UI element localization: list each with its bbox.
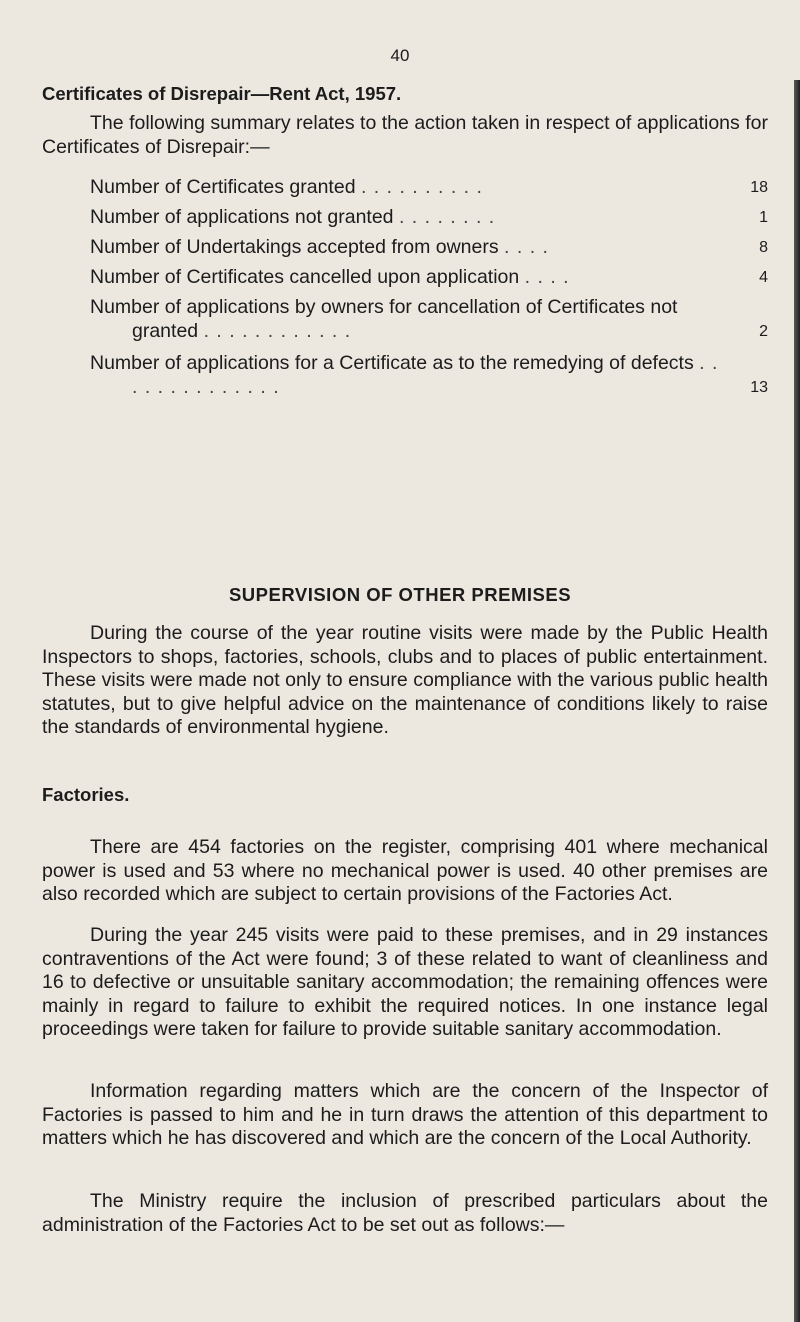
leader-dots: . . . . (504, 236, 549, 258)
list-item-certificates-granted (90, 176, 768, 200)
list-item-undertakings-accepted (90, 236, 768, 260)
list-item-label: Number of Undertakings accepted from owners (90, 236, 499, 258)
leader-dots: . . . . . . . . . . . . (203, 319, 352, 342)
leader-dots: . . . . . . . . . . (360, 176, 483, 198)
leader-dots: . . . . . . . . . . . . . . (132, 352, 719, 398)
leader-dots: . . . . . . . . (398, 206, 496, 228)
certificates-heading: Certificates of Disrepair—Rent Act, 1957. (42, 83, 402, 104)
list-item-value: 1 (759, 209, 768, 226)
list-item-certificates-cancelled (90, 266, 768, 290)
factories-paragraph-2: During the year 245 visits were paid to these premises, and in 29 instances contraventions of the Act were found; 3 of these related to want of cleanliness and 16 to defective or unsuitable sanitary accommodation; the remaining offences were mainly in regard to failure to exhibit the required notices. In one instance legal proceedings were taken for failure to provide suitable sanitary accommodation. (42, 924, 768, 1040)
certificates-intro: The following summary relates to the action taken in respect of applications for Certificates of Disrepair:— (42, 112, 768, 158)
factories-paragraph-4: The Ministry require the inclusion of prescribed particulars about the administration of the Factories Act to be set out as follows:— (42, 1190, 768, 1236)
supervision-paragraph: During the course of the year routine visits were made by the Public Health Inspectors to shops, factories, schools, clubs and to places of public entertainment. These visits were made not only to ensure compliance with the various public health statutes, but to give helpful advice on the maintenance of conditions likely to raise the standards of environmental hygiene. (42, 622, 768, 738)
list-item-label: Number of Certificates granted (90, 176, 356, 198)
factories-heading: Factories. (42, 784, 130, 805)
list-item-value: 18 (750, 179, 768, 196)
page-edge-shadow (794, 80, 800, 1322)
list-item-value: 4 (759, 269, 768, 286)
list-item-remedying-defects (90, 352, 768, 399)
leader-dots: . . . . (524, 266, 570, 288)
list-item-label: Number of Certificates cancelled upon application (90, 266, 520, 288)
section-title-supervision: SUPERVISION OF OTHER PREMISES (228, 584, 572, 605)
factories-paragraph-1: There are 454 factories on the register, comprising 401 where mechanical power is used and 53 where no mechanical power is used. 40 other premises are also recorded which are subject to certain provisions of the Factories Act. (42, 836, 768, 905)
factories-paragraph-3: Information regarding matters which are the concern of the Inspector of Factories is passed to him and he in turn draws the attention of this department to matters which he has discovered and which are the concern of the Local Authority. (42, 1080, 768, 1149)
list-item-label: Number of applications for a Certificate as to the remedying of defects (90, 352, 694, 374)
page-number: 40 (390, 46, 410, 65)
list-item-label: Number of applications not granted (90, 206, 394, 228)
list-item-value: 8 (759, 239, 768, 256)
list-item-value: 13 (750, 378, 768, 396)
list-item-applications-not-granted (90, 206, 768, 230)
list-item-cancellation-applications (90, 296, 768, 343)
list-item-label: Number of applications by owners for cancellation of Certificates not granted (90, 296, 678, 342)
list-item-value: 2 (759, 322, 768, 340)
